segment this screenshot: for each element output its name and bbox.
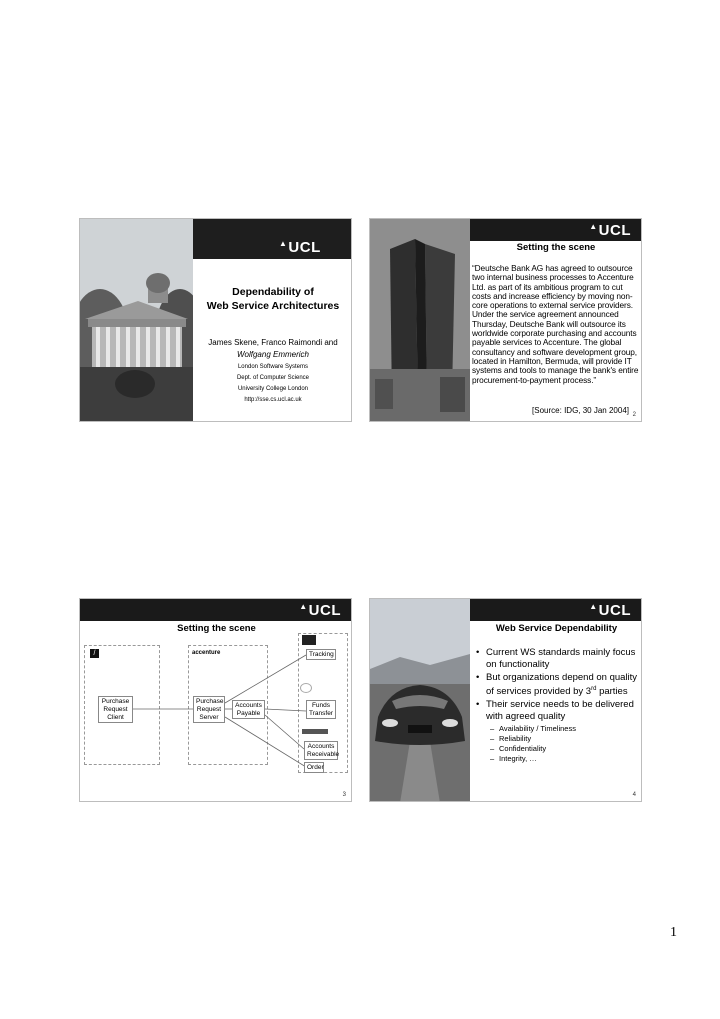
car-illustration bbox=[370, 599, 470, 802]
quote-source: [Source: IDG, 30 Jan 2004] bbox=[532, 406, 629, 415]
quote-text: “Deutsche Bank AG has agreed to outsource two internal business processes to Accenture Ltd. as part of its ambitious program to cut costs and increase efficiency by moving non-core operations to external service providers. Under the service agreement announced Thursday, Deutsche Bank will outsource its worldwide corporate purchasing and accounts payable services to Accenture. The global consultancy and software development group, located in Hamilton, Bermuda, will provide IT systems and tools to manage the bank's entire procurement-to-payment process.” bbox=[472, 263, 639, 385]
order-box: Order bbox=[304, 762, 324, 773]
sub-bullet-item: – Availability / Timeliness bbox=[490, 724, 640, 734]
slide-title: Web Service Dependability bbox=[495, 623, 618, 634]
purchase-request-server-box: Purchase Request Server bbox=[193, 696, 225, 723]
tracking-box: Tracking bbox=[306, 649, 336, 660]
slide-title: Setting the scene bbox=[177, 623, 256, 634]
title-panel bbox=[193, 259, 352, 422]
sub-bullet-item: – Integrity, … bbox=[490, 754, 640, 764]
skyscraper-photo bbox=[370, 219, 470, 422]
slide-title: Setting the scene bbox=[516, 242, 596, 253]
bullet-list bbox=[476, 647, 640, 764]
slide-setting-scene-quote bbox=[369, 218, 642, 422]
ucl-logo: ▲UCL bbox=[589, 222, 631, 239]
bullet-item: • Their service needs to be delivered with agreed quality bbox=[476, 699, 640, 722]
ucl-building-photo bbox=[80, 219, 193, 422]
ucl-triangle-icon: ▲ bbox=[589, 222, 598, 231]
bullet-item: • But organizations depend on quality of services provided by 3rd parties bbox=[476, 672, 640, 697]
slide-setting-scene-diagram bbox=[79, 598, 352, 802]
accounts-payable-box: Accounts Payable bbox=[232, 700, 265, 719]
slide-number: 4 bbox=[632, 792, 636, 798]
sub-bullet-item: – Reliability bbox=[490, 734, 640, 744]
title-banner bbox=[193, 219, 352, 259]
slide-number: 2 bbox=[632, 412, 636, 418]
accenture-logo: accenture bbox=[192, 650, 221, 656]
ucl-triangle-icon: ▲ bbox=[299, 602, 308, 611]
ucl-logo: ▲UCL bbox=[589, 602, 631, 619]
ucl-logo: ▲UCL bbox=[279, 239, 321, 256]
presentation-title: Dependability of Web Service Architectures bbox=[206, 286, 340, 312]
bank-logo-icon: / bbox=[90, 649, 99, 658]
sub-bullet-item: – Confidentiality bbox=[490, 744, 640, 754]
ucl-logo: ▲UCL bbox=[299, 602, 341, 619]
purchase-request-client-box: Purchase Request Client bbox=[98, 696, 133, 723]
authors: James Skene, Franco Raimondi and Wolfgang Emmerich bbox=[208, 338, 338, 359]
slide-title bbox=[79, 218, 352, 422]
affiliation: London Software Systems Dept. of Computer Science University College London http://sse.cs.ucl.ac.uk bbox=[236, 364, 310, 403]
funds-transfer-box: Funds Transfer bbox=[306, 700, 336, 719]
bullet-item: • Current WS standards mainly focus on functionality bbox=[476, 647, 640, 670]
accounts-receivable-box: Accounts Receivable bbox=[304, 741, 338, 760]
car-photo bbox=[370, 599, 470, 802]
ucl-triangle-icon: ▲ bbox=[279, 239, 288, 248]
building-illustration bbox=[80, 219, 193, 422]
page-number: 1 bbox=[670, 925, 677, 940]
towers-illustration bbox=[370, 219, 470, 422]
ucl-triangle-icon: ▲ bbox=[589, 602, 598, 611]
slide-ws-dependability bbox=[369, 598, 642, 802]
slide-number: 3 bbox=[342, 792, 346, 798]
